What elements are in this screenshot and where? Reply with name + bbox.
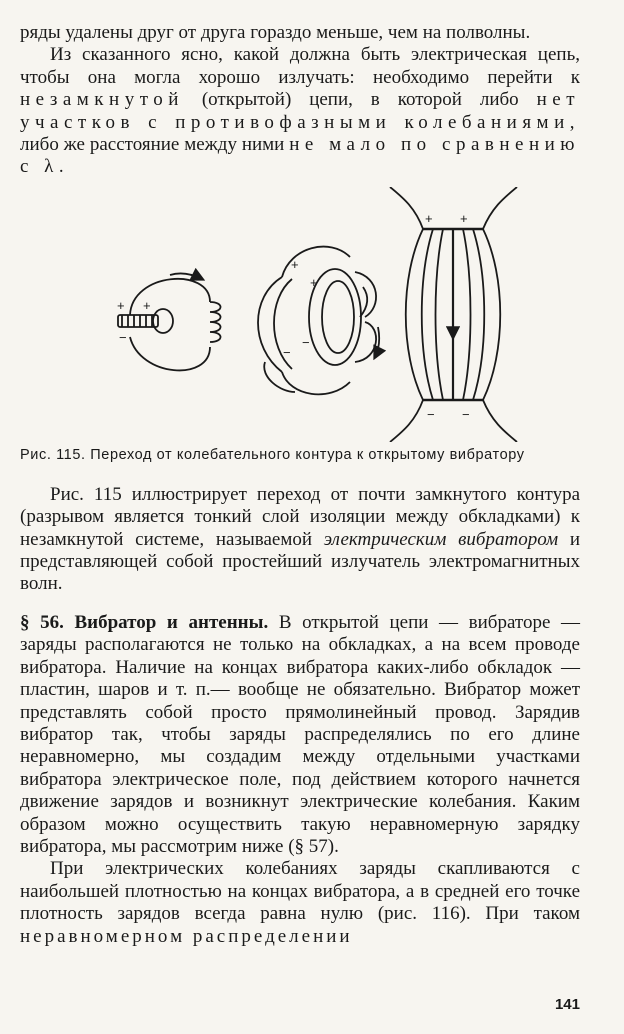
plus-sign: +	[291, 256, 299, 272]
figure-115	[20, 187, 580, 442]
field-line-escape-bl	[390, 400, 423, 442]
plus-sign: +	[117, 297, 125, 313]
spaced-emphasis: неравномерном распределении	[20, 925, 353, 947]
section-heading: § 56. Вибратор и антенны.	[20, 611, 269, 633]
minus-sign: −	[427, 406, 435, 422]
field-line-escape-tr	[483, 187, 517, 229]
plus-sign: +	[460, 210, 468, 226]
figure-caption: Рис. 115. Переход от колебательного контура к открытому вибратору	[20, 446, 525, 463]
text-run: При электрических колебаниях заряды скапливаются с наибольшей плотностью на концах вибратора, а в средней его точке плотность зарядов всегда равна нулю (рис. 116). При таком	[20, 858, 580, 925]
circuit-wire-bottom	[130, 337, 210, 370]
plus-sign: +	[425, 210, 433, 226]
field-line-escape-tl	[390, 187, 423, 229]
capacitor-end	[153, 309, 173, 333]
minus-sign: −	[462, 406, 470, 422]
spaced-emphasis: нет участков с противофазными колебаниями,	[20, 89, 580, 133]
spaced-emphasis: незамкнутой	[20, 89, 184, 111]
minus-sign: −	[119, 329, 127, 345]
field-line-inner-left	[422, 229, 433, 400]
text-run: (открытой) цепи, в которой либо	[201, 89, 519, 111]
text-run: либо же расстояние между ними	[20, 134, 285, 156]
paragraph-continuation: ряды удалены друг от друга гораздо меньше, чем на полволны.	[20, 22, 531, 43]
minus-sign: −	[283, 344, 291, 360]
paragraph-figure-description	[20, 484, 580, 596]
paragraph-open-circuit	[20, 44, 580, 178]
spaced-emphasis: не мало по сравнению с λ.	[20, 134, 580, 178]
plate-left-outer	[258, 277, 282, 372]
inductor-coil	[210, 302, 221, 342]
minus-sign: −	[302, 334, 310, 350]
figure-drawing	[20, 187, 580, 442]
text-run: Рис. 115 иллюстрирует переход от почти замкнутого контура (разрывом является тонкий слой изоляции между обкладками) к незамкнутой системе, называемой	[20, 483, 580, 550]
field-line-outer-left	[406, 229, 423, 400]
italic-term: электрическим вибратором	[323, 528, 559, 550]
plus-sign: +	[310, 274, 318, 290]
text-run: и представляющей собой простейший излучатель электромагнитных волн.	[20, 528, 581, 595]
coil-inner	[322, 281, 354, 353]
paragraph-section-56	[20, 612, 580, 858]
field-line-outer-right	[483, 229, 500, 400]
page-body	[20, 22, 580, 948]
circuit-wire-top	[130, 279, 210, 315]
paragraph-charges	[20, 858, 580, 948]
plus-sign: +	[143, 297, 151, 313]
text-run: В открытой цепи — вибраторе — заряды располагаются не только на обкладках, а на всем проводе вибратора. Наличие на концах вибратора каких-либо обкладок — пластин, шаров и т. п.— вообще не обязательно. Вибратор может представлять собой просто прямолинейный провод. Зарядив вибратор так, чтобы заряды распределялись по его длине неравномерно, мы создадим между отдельными участками вибратора электрическое поле, под действием которого начнется движение зарядов и возникнут электрические колебания. Каким образом можно осуществить такую неравномерную зарядку вибратора, мы рассмотрим ниже (§ 57).	[20, 611, 581, 857]
page-number: 141	[554, 996, 580, 1013]
field-line-inner-right	[473, 229, 484, 400]
field-line-escape-br	[483, 400, 517, 442]
text-run: Из сказанного ясно, какой должна быть электрическая цепь, чтобы она могла хорошо излучать: необходимо перейти к	[20, 44, 580, 88]
